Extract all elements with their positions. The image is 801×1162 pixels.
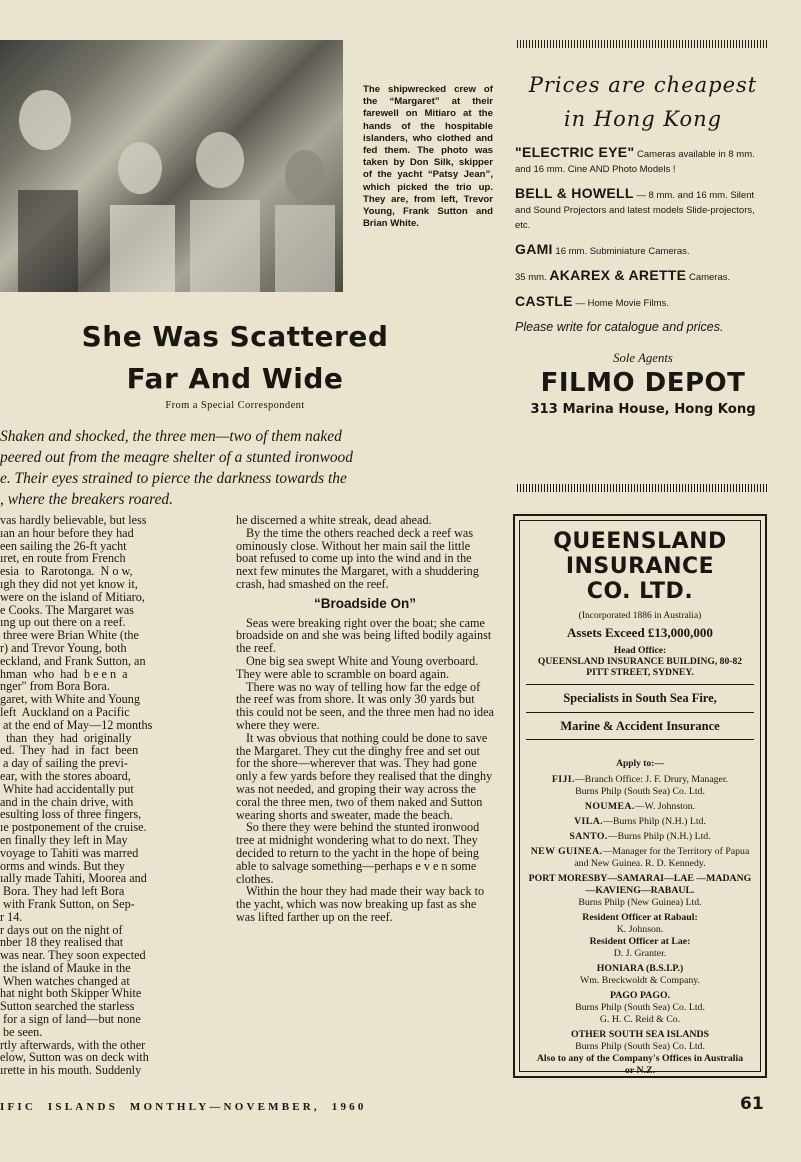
- ad-item-electric-eye: [515, 145, 771, 177]
- specialists-line-2: Marine & Accident Insurance: [560, 718, 720, 733]
- rabaul-label: Resident Officer at Rabaul:: [582, 911, 698, 923]
- paragraph: It was obvious that nothing could be done to save the Margaret. They cut the dinghy free and set out for the shore—wherever that was. They had gone only a few yards before they realised that the dinghy was not needed, and groping their way across the coral the three men, two of them naked and Sutton wearing shorts and sweater, made the beach.: [236, 730, 493, 822]
- branch-label: SANTO.: [569, 830, 608, 842]
- assets: Assets Exceed £13,000,000: [567, 624, 713, 640]
- paragraph: Within the hour they had made their way back to the yacht, which was now breaking up fast as she was lifted farther up on the reef.: [236, 884, 485, 924]
- branch-santo: [520, 831, 760, 843]
- paragraph: So there they were behind the stunted ironwood tree at midnight wondering what to do next. They decided to return to the yacht in the hope of being able to salvage something—perhaps e v e n some clothes.: [236, 820, 480, 886]
- brand-text: — 8 mm. and 16 mm. Silent and Sound Projectors and latest models Slide-projectors, etc.: [515, 190, 755, 231]
- specialists-line-1: Specialists in South Sea Fire,: [563, 691, 717, 705]
- publication-footer: IFIC ISLANDS MONTHLY—NOVEMBER, 1960: [0, 1101, 367, 1113]
- honiara-label: HONIARA (B.S.I.P.): [596, 962, 684, 974]
- ad-border-top: [517, 40, 769, 48]
- paragraph: he discerned a white streak, dead ahead.: [236, 514, 432, 527]
- ad-item-castle: [515, 294, 771, 311]
- ad-address: 313 Marina House, Hong Kong: [530, 402, 756, 417]
- article-lead: Shaken and shocked, the three men—two of them naked peered out from the meagre shelter of a stunted ironwood e. Their eyes strained to pierce the darkness towards the , where the breakers roared.: [0, 428, 353, 508]
- company-name-1: QUEENSLAND: [553, 529, 727, 554]
- article-column-2: [236, 514, 494, 924]
- pago: Burns Philp (South Sea) Co. Ltd.: [575, 1001, 705, 1013]
- branch-label: VILA.: [574, 815, 604, 827]
- branch-port-moresby: Burns Philp (New Guinea) Ltd.: [578, 896, 702, 908]
- brand-name: CASTLE: [515, 293, 573, 309]
- article-subhead: “Broadside On”: [313, 595, 416, 611]
- brand-text: 16 mm. Subminiature Cameras.: [552, 246, 690, 257]
- honiara: Wm. Breckwoldt & Company.: [580, 974, 700, 986]
- ad-item-gami: [515, 242, 771, 259]
- ad-border-bottom: [517, 484, 769, 492]
- brand-prefix: 35 mm.: [515, 272, 550, 283]
- brand-name: BELL & HOWELL: [515, 185, 634, 201]
- brand-text: Cameras available in 8 mm. and 16 mm. Cine AND Photo Models !: [515, 149, 755, 175]
- branch-vila: [520, 816, 760, 828]
- other: Burns Philp (South Sea) Co. Ltd.: [575, 1040, 705, 1052]
- brand-text: Cameras.: [686, 272, 731, 283]
- ad-item-akarex: [515, 268, 771, 285]
- company-name-3: CO. LTD.: [586, 579, 694, 604]
- brand-text: — Home Movie Films.: [572, 298, 669, 309]
- rabaul: K. Johnson.: [616, 923, 664, 935]
- paragraph: By the time the others reached deck a reef was ominously close. Without her main sail the little boat refused to come up into the wind and in the next few minutes the Margaret, with a shuddering crash, had smashed on the reef.: [236, 525, 479, 591]
- ad-title-line-1: Prices are cheapest: [528, 73, 758, 97]
- apply-to: Apply to:—: [616, 759, 664, 769]
- incorporated: (Incorporated 1886 in Australia): [578, 611, 702, 621]
- queensland-insurance-ad: [513, 514, 767, 1078]
- branch-port-moresby-label: PORT MORESBY—SAMARAI—LAE —MADANG—KAVIENG—RABAUL.: [528, 872, 752, 896]
- headline-line-1: She Was Scattered: [81, 320, 389, 353]
- branch-text: —Burns Philp (N.H.) Ltd.: [607, 830, 711, 842]
- pago-2: G. H. C. Reid & Co.: [599, 1013, 681, 1025]
- branch-fiji-2: Burns Philp (South Sea) Co. Ltd.: [575, 785, 705, 797]
- branch-label: NOUMEA.: [584, 800, 635, 812]
- branch-new-guinea: [520, 846, 760, 870]
- paragraph: Seas were breaking right over the boat; she came broadside on and she was being lifted bodily against the reef.: [236, 615, 492, 656]
- article-byline: From a Special Correspondent: [165, 400, 305, 411]
- paragraph: There was no way of telling how far the edge of the reef was from shore. It was only 30 yards but this could not be seen, and the three men had no idea where they were.: [236, 679, 494, 732]
- ad-company-name: FILMO DEPOT: [540, 368, 746, 398]
- branch-text: —Manager for the Territory of Papua and New Guinea. R. D. Kennedy.: [574, 845, 750, 869]
- crew-photo: [0, 40, 343, 292]
- divider: [526, 684, 754, 685]
- branch-fiji: [520, 774, 760, 786]
- branch-label: NEW GUINEA.: [530, 845, 603, 857]
- article-column-1: vas hardly believable, but less ıan an hour before they had een sailing the 26-ft yacht ıret, en route from French esia to Rarotonga. N o w, ıgh they did not yet know it, were on the island of Mitiaro, e Cooks. The Margaret was ıng up out there on a reef. three were Brian White (the r) and Trevor Young, both eckland, and Frank Sutton, an hman who had b e e n a nger" from Bora Bora. garet, with White and Young left Auckland on a Pacific at the end of May—12 months than they had originally ed. They had in fact been a day of sailing the previ- ear, with the stores aboard, White had accidentally put and in the chain drive, with esulting loss of three fingers, ıe postponement of the cruise. en finally they left in May voyage to Tahiti was marred orms and winds. But they ıally made Tahiti, Moorea and Bora. They had left Bora with Frank Sutton, on Sep- r 14. r days out on the night of nber 18 they realised that was near. They soon expected the island of Mauke in the When watches changed at hat night both Skipper White Sutton searched the starless for a sign of land—but none be seen. rtly afterwards, with the other elow, Sutton was on deck with ırette in his mouth. Suddenly: [0, 514, 153, 1078]
- ad-sole-agents: Sole Agents: [613, 351, 673, 365]
- branch-noumea: [520, 801, 760, 813]
- head-office-label: Head Office:: [613, 645, 667, 656]
- page-number: 61: [740, 1094, 764, 1114]
- ad-title-line-2: in Hong Kong: [563, 107, 723, 131]
- brand-name: AKAREX & ARETTE: [549, 267, 687, 283]
- photo-caption: The shipwrecked crew of the “Margaret” at their farewell on Mitiaro at the hands of the hospitable islanders, who clothed and fed them. The photo was taken by Don Silk, skipper of the yacht “Patsy Jean”, which picked the trio up. They are, from left, Trevor Young, Frank Sutton and Brian White.: [363, 84, 493, 230]
- head-office: QUEENSLAND INSURANCE BUILDING, 80-82 PITT STREET, SYDNEY.: [537, 656, 743, 678]
- branch-text: —Branch Office: J. F. Drury, Manager.: [574, 773, 729, 785]
- divider: [526, 712, 754, 713]
- brand-name: "ELECTRIC EYE": [515, 144, 635, 160]
- pago-label: PAGO PAGO.: [609, 989, 671, 1001]
- also: Also to any of the Company's Offices in Australia or N.Z.: [536, 1052, 744, 1076]
- company-name-2: INSURANCE: [565, 554, 715, 579]
- article-headline: [0, 316, 470, 400]
- branch-label: FIJI.: [551, 773, 575, 785]
- paragraph: One big sea swept White and Young overboard. They were able to scramble on board again.: [236, 653, 479, 681]
- filmo-depot-ad: [515, 68, 771, 417]
- ad-please-write: Please write for catalogue and prices.: [515, 320, 724, 334]
- other-label: OTHER SOUTH SEA ISLANDS: [570, 1028, 710, 1040]
- brand-name: GAMI: [515, 241, 553, 257]
- headline-line-2: Far And Wide: [126, 362, 344, 395]
- ad-item-bell-howell: [515, 186, 771, 233]
- photo-icon: [0, 40, 343, 292]
- branch-text: —Burns Philp (N.H.) Ltd.: [603, 815, 706, 827]
- lae: D. J. Granter.: [613, 947, 667, 959]
- lae-label: Resident Officer at Lae:: [589, 935, 691, 947]
- divider: [526, 739, 754, 740]
- branch-text: —W. Johnston.: [634, 800, 696, 812]
